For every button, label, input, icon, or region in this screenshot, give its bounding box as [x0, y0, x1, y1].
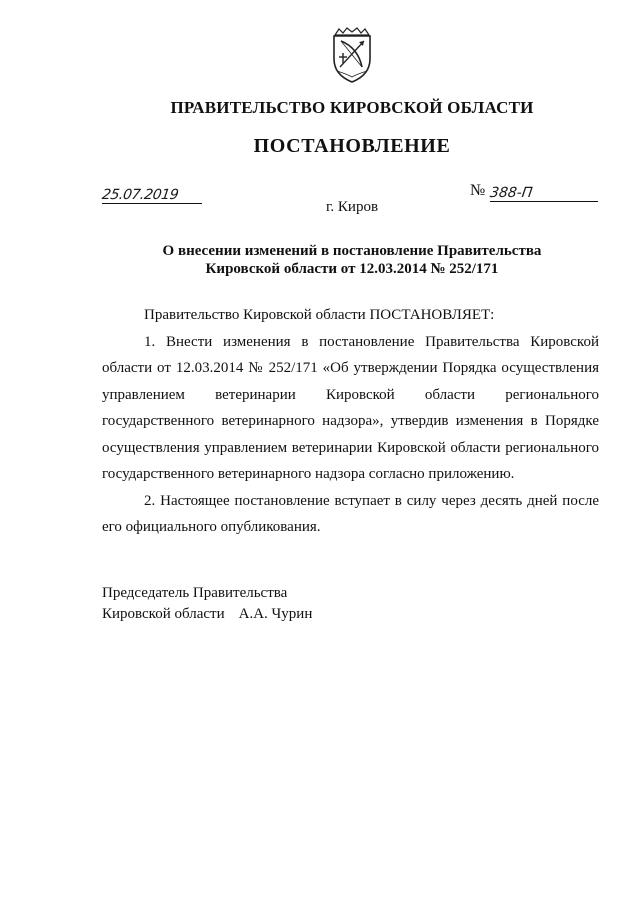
document-type: ПОСТАНОВЛЕНИЕ	[253, 135, 451, 157]
signatory-position-line-1: Председатель Правительства	[102, 585, 288, 601]
document-title	[0, 242, 640, 278]
intro-paragraph: Правительство Кировской области ПОСТАНОВЛЯЕТ:	[144, 307, 495, 323]
government-name: ПРАВИТЕЛЬСТВО КИРОВСКОЙ ОБЛАСТИ	[170, 98, 534, 117]
signatory-region: Кировской области	[102, 606, 225, 622]
signatory-position-line-2	[102, 604, 312, 625]
date-value: 25.07.2019	[100, 187, 180, 203]
coat-of-arms-icon	[329, 27, 375, 83]
title-line-2: Кировской области от 12.03.2014 № 252/171	[205, 261, 499, 277]
title-line-1: О внесении изменений в постановление Правительства	[162, 243, 542, 259]
number-value: 388-П	[488, 185, 534, 201]
item-2-paragraph: 2. Настоящее постановление вступает в силу через десять дней после его официального опубликования.	[102, 492, 599, 535]
document-body	[102, 302, 599, 541]
item-1-paragraph: 1. Внести изменения в постановление Правительства Кировской области от 12.03.2014 № 252/171 «Об утверждении Порядка осуществления управлением ветеринарии Кировской области регионального государственного ветеринарного надзора», утвердив изменения в Порядке осуществления управлением ветеринарии Кировской области регионального государственного ветеринарного надзора согласно приложению.	[102, 333, 599, 482]
signature-block	[102, 583, 312, 625]
number-sign: №	[470, 182, 486, 199]
signatory-name: А.А. Чурин	[238, 606, 313, 622]
city: г. Киров	[325, 199, 379, 215]
